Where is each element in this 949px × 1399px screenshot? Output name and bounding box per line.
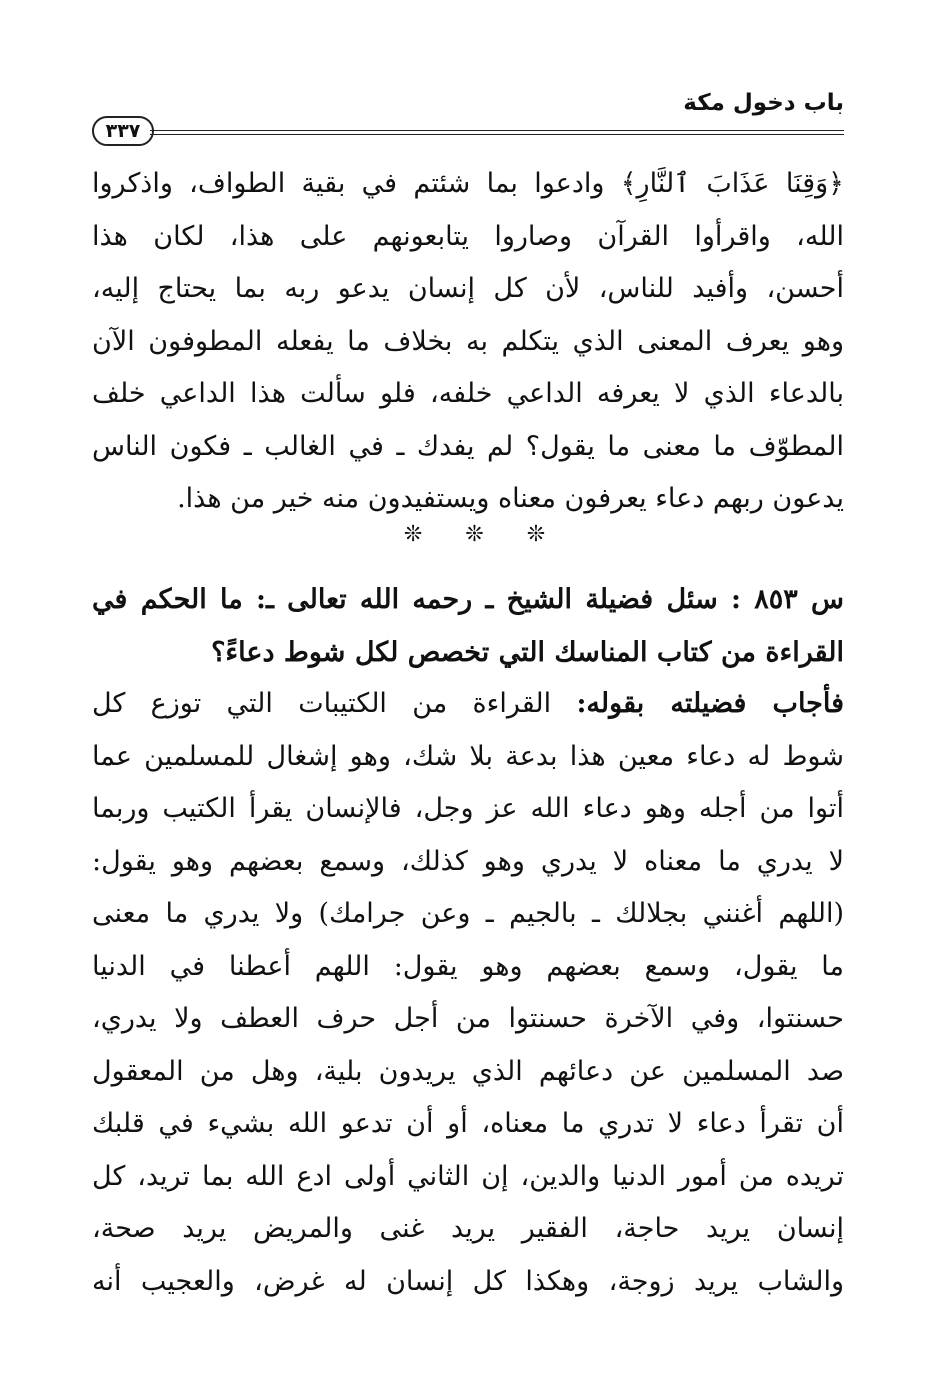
paragraph-1	[92, 158, 844, 526]
text-line: صد المسلمين عن دعائهم الذي يريدون بلية، وهل من المعقول	[92, 1055, 844, 1087]
text-line: أتوا من أجله وهو دعاء الله عز وجل، فالإنسان يقرأ الكتيب وربما	[92, 793, 844, 824]
star-ornament: ❊	[526, 522, 546, 547]
chapter-title: باب دخول مكة	[683, 90, 844, 116]
text-line: وهو يعرف المعنى الذي يتكلم به بخلاف ما يفعله المطوفون الآن	[92, 325, 844, 357]
star-ornament: ❊	[403, 522, 423, 547]
section-separator	[0, 522, 949, 547]
text-line: أحسن، وأفيد للناس، لأن كل إنسان يدعو ربه بما يحتاج إليه،	[92, 273, 844, 304]
text-line: ﴿وَقِنَا عَذَابَ ٱلنَّارِ﴾ وادعوا بما شئتم في بقية الطواف، واذكروا	[92, 168, 844, 199]
text-line: (اللهم أغنني بجلالك ـ بالجيم ـ وعن جرامك) ولا يدري ما معنى	[92, 898, 844, 929]
question-line: القراءة من كتاب المناسك التي تخصص لكل شوط دعاءً؟	[211, 636, 844, 668]
text-line: يدعون ربهم دعاء يعرفون معناه ويستفيدون منه خير من هذا.	[177, 483, 844, 514]
page-number: ٣٣٧	[92, 116, 154, 146]
question-line: س ٨٥٣ : سئل فضيلة الشيخ ـ رحمه الله تعالى ـ: ما الحكم في	[92, 584, 844, 615]
answer-first-line-text: القراءة من الكتيبات التي توزع كل	[92, 688, 577, 719]
text-line: لا يدري ما معناه لا يدري وهو كذلك، وسمع بعضهم وهو يقول:	[92, 845, 844, 877]
text-line: الله، واقرأوا القرآن وصاروا يتابعونهم على هذا، لكان هذا	[92, 220, 844, 252]
text-line: ما يقول، وسمع بعضهم وهو يقول: اللهم أعطنا في الدنيا	[92, 950, 844, 982]
text-line: حسنتوا، وفي الآخرة حسنتوا من أجل حرف العطف ولا يدري،	[92, 1003, 844, 1034]
answer-first-line	[92, 678, 844, 731]
question-block	[92, 574, 844, 679]
text-line: المطوّف ما معنى ما يقول؟ لم يفدك ـ في الغالب ـ فكون الناس	[92, 430, 844, 462]
text-line: والشاب يريد زوجة، وهكذا كل إنسان له غرض، والعجيب أنه	[92, 1265, 844, 1297]
answer-block	[92, 678, 844, 1308]
answer-lead: فأجاب فضيلته بقوله:	[576, 688, 844, 719]
header-rule-secondary	[150, 134, 844, 135]
text-line: شوط له دعاء معين هذا بدعة بلا شك، وهو إشغال للمسلمين عما	[92, 740, 844, 772]
page-header	[92, 88, 844, 148]
text-line: أن تقرأ دعاء لا تدري ما معناه، أو أن تدعو الله بشيء في قلبك	[92, 1108, 844, 1139]
header-rule	[150, 130, 844, 131]
text-line: تريده من أمور الدنيا والدين، إن الثاني أولى ادع الله بما تريد، كل	[92, 1160, 844, 1192]
star-ornament: ❊	[465, 522, 484, 547]
text-line: بالدعاء الذي لا يعرفه الداعي خلفه، فلو سألت هذا الداعي خلف	[92, 378, 844, 409]
text-line: إنسان يريد حاجة، الفقير يريد غنى والمريض يريد صحة،	[92, 1213, 844, 1244]
